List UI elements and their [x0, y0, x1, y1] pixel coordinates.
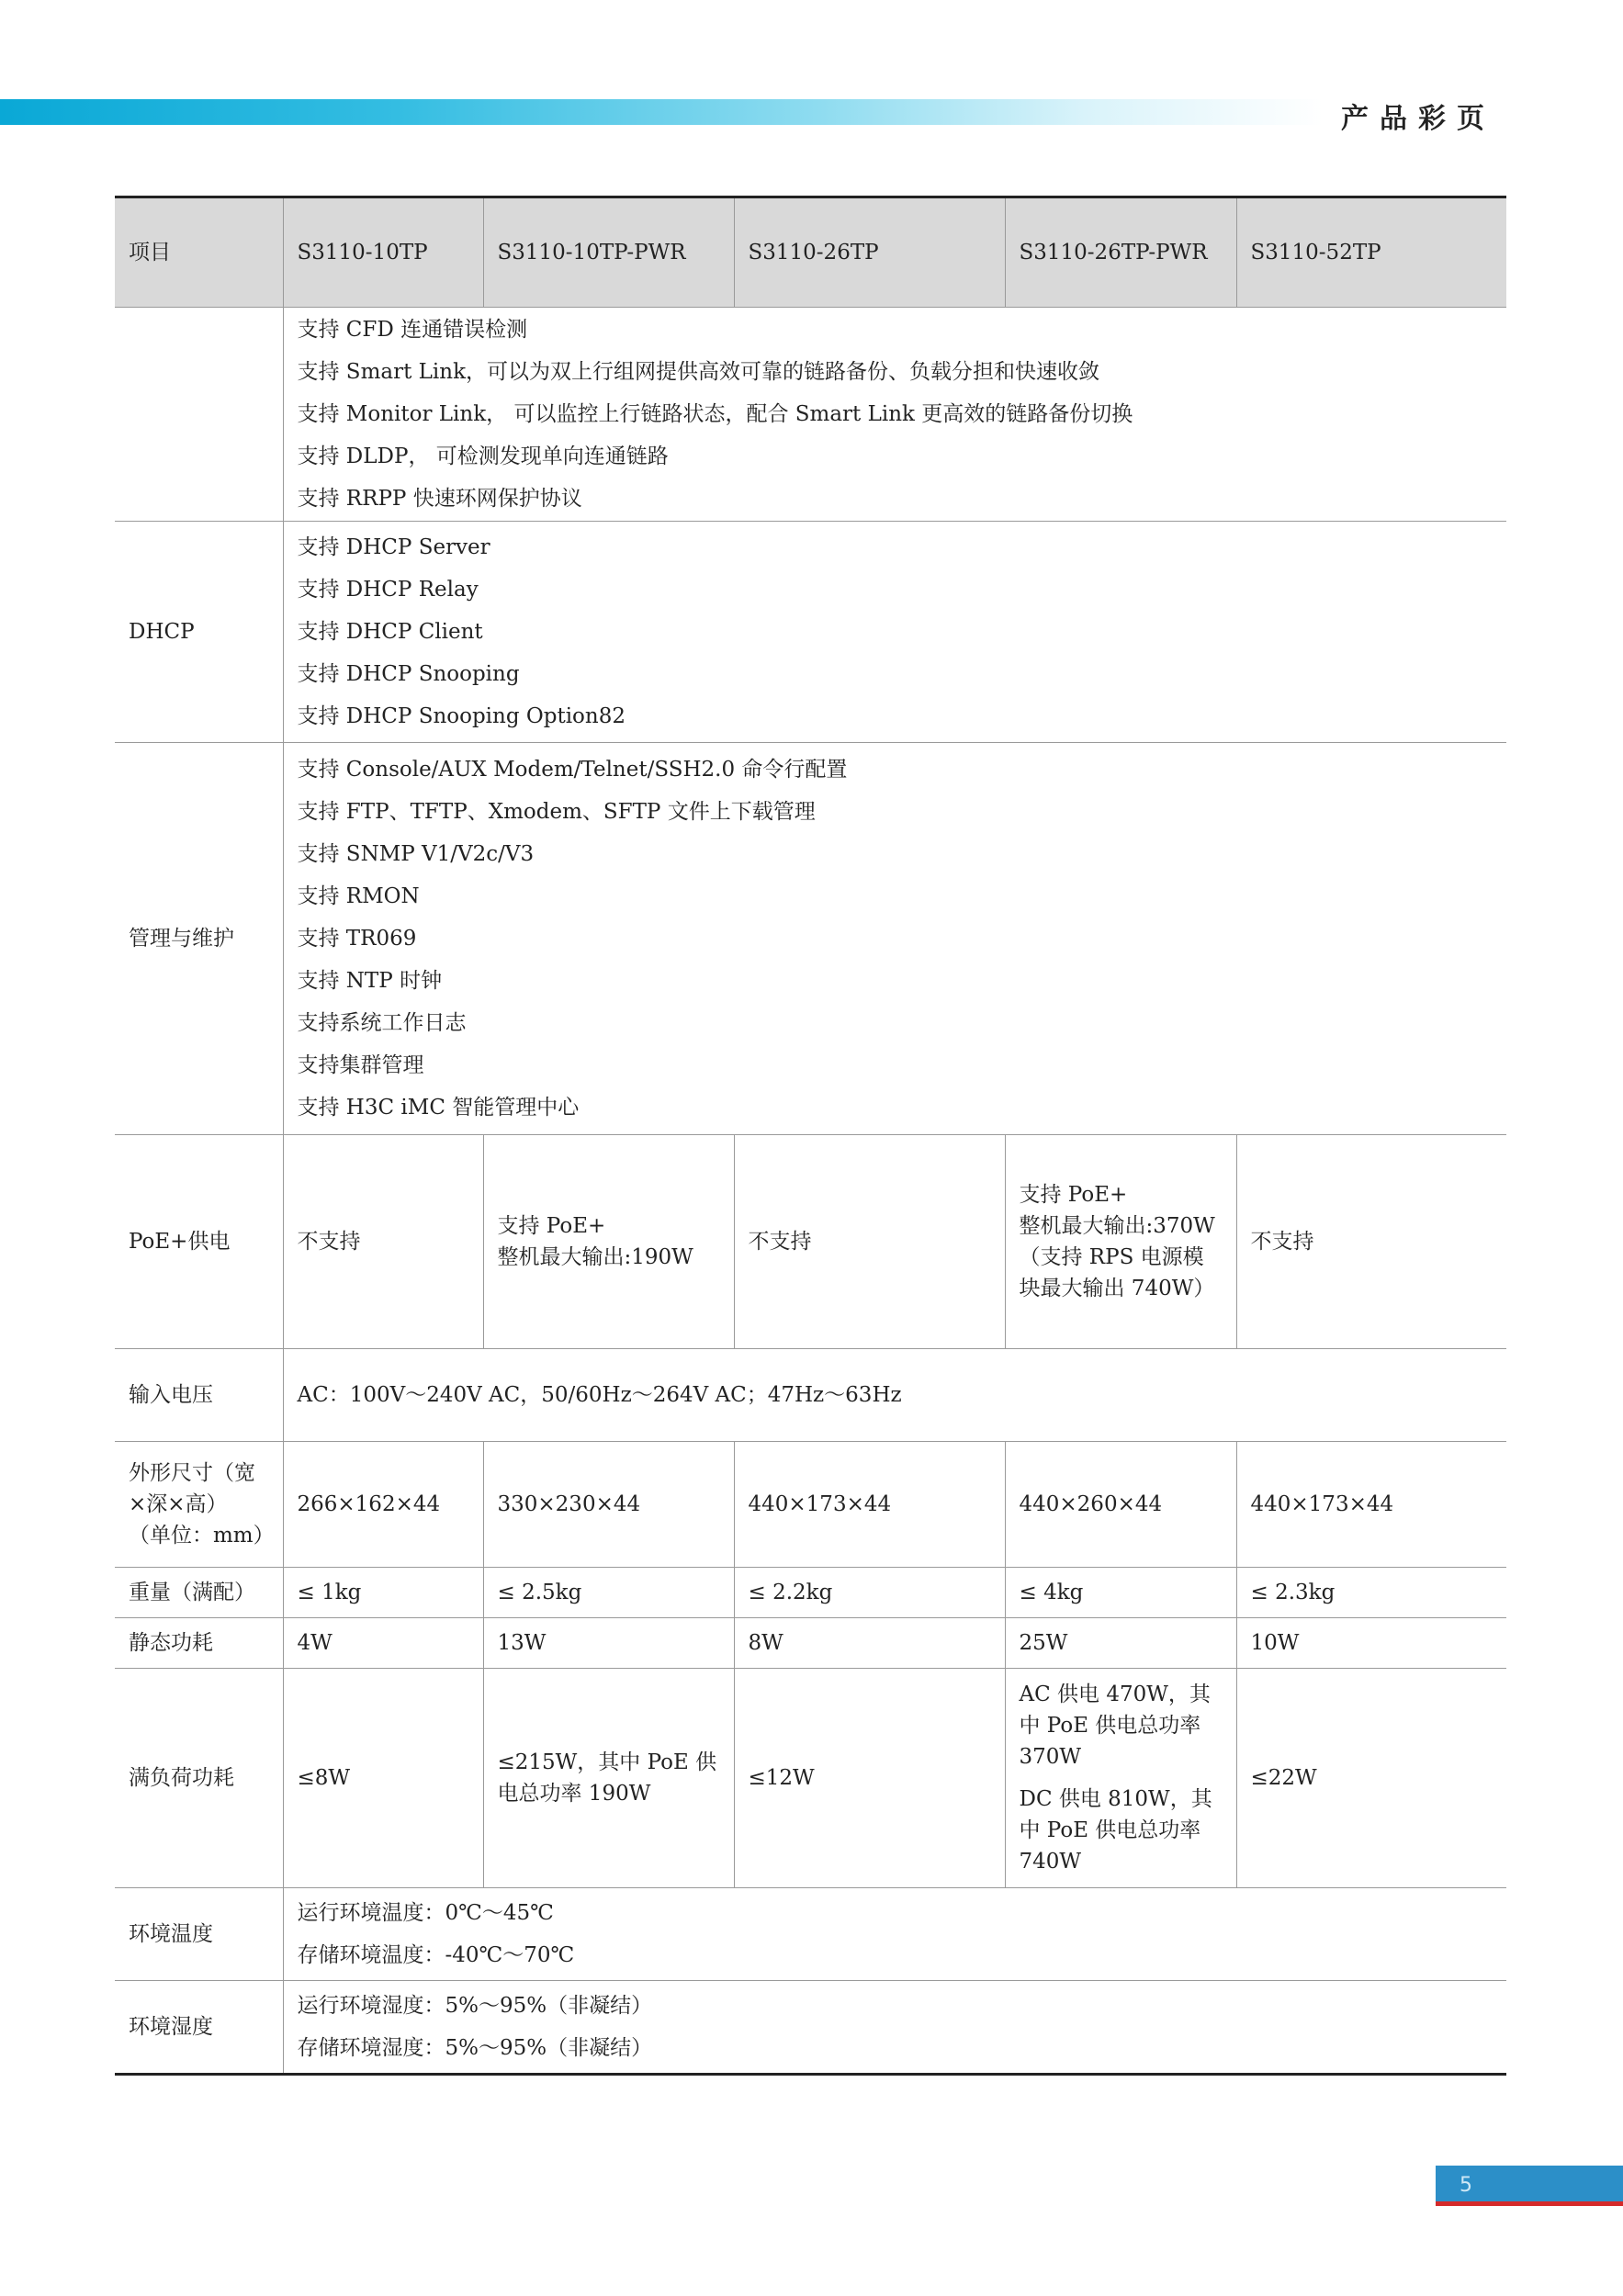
ac-power-line: AC 供电 470W，其中 PoE 供电总功率 370W	[1019, 1683, 1211, 1769]
feature-line: 支持 Smart Link，可以为双上行组网提供高效可靠的链路备份、负载分担和快速收敛	[297, 360, 1100, 384]
table-row-link-features	[115, 308, 1506, 522]
weight-cell: ≤ 1kg	[283, 1568, 483, 1618]
feature-line: 支持 Console/AUX Modem/Telnet/SSH2.0 命令行配置	[297, 758, 848, 782]
row-label-management: 管理与维护	[115, 743, 283, 1135]
dimensions-cell: 440×173×44	[734, 1442, 1005, 1568]
feature-line: 支持集群管理	[297, 1053, 424, 1077]
static-power-cell: 13W	[483, 1618, 734, 1669]
table-row-input-voltage	[115, 1349, 1506, 1442]
dc-power-line: DC 供电 810W，其中 PoE 供电总功率 740W	[1019, 1787, 1212, 1874]
link-features-cell	[283, 308, 1506, 522]
column-header-model: S3110-26TP-PWR	[1005, 197, 1236, 308]
table-row-dhcp	[115, 522, 1506, 743]
dimensions-cell: 330×230×44	[483, 1442, 734, 1568]
table-row-poe	[115, 1135, 1506, 1349]
weight-cell: ≤ 4kg	[1005, 1568, 1236, 1618]
feature-line: 支持 DHCP Relay	[297, 578, 479, 602]
feature-line: 支持 CFD 连通错误检测	[297, 318, 528, 342]
header-gradient-band	[0, 99, 1323, 125]
column-header-model: S3110-10TP	[283, 197, 483, 308]
feature-line: 支持 DHCP Server	[297, 535, 490, 559]
column-header-item: 项目	[115, 197, 283, 308]
full-load-power-cell: ≤12W	[734, 1669, 1005, 1888]
feature-line: 支持系统工作日志	[297, 1011, 467, 1035]
feature-line: 支持 H3C iMC 智能管理中心	[297, 1096, 580, 1120]
paragraph-gap	[1020, 1773, 1223, 1784]
row-label-poe: PoE+供电	[115, 1135, 283, 1349]
column-header-model: S3110-26TP	[734, 197, 1005, 308]
feature-line: 支持 Monitor Link， 可以监控上行链路状态，配合 Smart Link 更高效的链路备份切换	[297, 402, 1133, 426]
weight-cell: ≤ 2.2kg	[734, 1568, 1005, 1618]
poe-cell: 不支持	[734, 1135, 1005, 1349]
table-row-dimensions	[115, 1442, 1506, 1568]
feature-line: 支持 SNMP V1/V2c/V3	[297, 842, 535, 866]
poe-max-output-line: 整机最大输出:190W	[497, 1245, 693, 1269]
full-load-power-cell: ≤22W	[1236, 1669, 1506, 1888]
table-row-full-load-power	[115, 1669, 1506, 1888]
humidity-cell	[283, 1981, 1506, 2075]
full-load-power-cell: ≤8W	[283, 1669, 483, 1888]
temperature-line: 存储环境温度：-40℃～70℃	[297, 1943, 575, 1967]
poe-cell	[1005, 1135, 1236, 1349]
feature-line: 支持 NTP 时钟	[297, 969, 443, 993]
table-row-temperature	[115, 1888, 1506, 1981]
table-row-weight	[115, 1568, 1506, 1618]
header-title: 产品彩页	[1341, 103, 1495, 135]
full-load-power-cell	[1005, 1669, 1236, 1888]
page-number: 5	[1436, 2166, 1623, 2206]
dimensions-cell: 440×173×44	[1236, 1442, 1506, 1568]
dimensions-cell: 266×162×44	[283, 1442, 483, 1568]
dhcp-cell	[283, 522, 1506, 743]
table-row-static-power	[115, 1618, 1506, 1669]
poe-support-line: 支持 PoE+	[1019, 1183, 1128, 1207]
row-label-temperature: 环境温度	[115, 1888, 283, 1981]
feature-line: 支持 DHCP Snooping Option82	[297, 704, 626, 728]
row-label-input-voltage: 输入电压	[115, 1349, 283, 1442]
weight-cell: ≤ 2.3kg	[1236, 1568, 1506, 1618]
humidity-line: 存储环境湿度：5%～95%（非凝结）	[297, 2036, 653, 2060]
row-label-dhcp: DHCP	[115, 522, 283, 743]
feature-line: 支持 FTP、TFTP、Xmodem、SFTP 文件上下载管理	[297, 800, 816, 824]
feature-line: 支持 DLDP， 可检测发现单向连通链路	[297, 445, 669, 468]
temperature-line: 运行环境温度：0℃～45℃	[297, 1901, 554, 1925]
static-power-cell: 8W	[734, 1618, 1005, 1669]
weight-cell: ≤ 2.5kg	[483, 1568, 734, 1618]
static-power-cell: 10W	[1236, 1618, 1506, 1669]
row-label-full-load-power: 满负荷功耗	[115, 1669, 283, 1888]
feature-line: 支持 DHCP Client	[297, 620, 483, 644]
poe-cell	[483, 1135, 734, 1349]
table-row-management	[115, 743, 1506, 1135]
row-label-dimensions	[115, 1442, 283, 1568]
table-row-humidity	[115, 1981, 1506, 2075]
row-label-weight: 重量（满配）	[115, 1568, 283, 1618]
row-label-empty	[115, 308, 283, 522]
column-header-model: S3110-52TP	[1236, 197, 1506, 308]
spec-table	[115, 196, 1506, 2076]
feature-line: 支持 DHCP Snooping	[297, 662, 520, 686]
temperature-cell	[283, 1888, 1506, 1981]
humidity-line: 运行环境湿度：5%～95%（非凝结）	[297, 1994, 653, 2018]
full-load-power-cell: ≤215W，其中 PoE 供电总功率 190W	[483, 1669, 734, 1888]
dimensions-unit: （单位：mm）	[129, 1524, 275, 1548]
poe-cell: 不支持	[1236, 1135, 1506, 1349]
poe-max-output-line: 整机最大输出:370W（支持 RPS 电源模块最大输出 740W）	[1019, 1214, 1215, 1300]
poe-cell: 不支持	[283, 1135, 483, 1349]
feature-line: 支持 TR069	[297, 927, 417, 951]
static-power-cell: 4W	[283, 1618, 483, 1669]
column-header-model: S3110-10TP-PWR	[483, 197, 734, 308]
dimensions-cell: 440×260×44	[1005, 1442, 1236, 1568]
feature-line: 支持 RRPP 快速环网保护协议	[297, 487, 582, 511]
row-label-humidity: 环境湿度	[115, 1981, 283, 2075]
poe-support-line: 支持 PoE+	[497, 1214, 606, 1238]
input-voltage-cell: AC：100V～240V AC，50/60Hz～264V AC；47Hz～63Hz	[283, 1349, 1506, 1442]
dimensions-label: 外形尺寸（宽×深×高）	[129, 1461, 255, 1516]
row-label-static-power: 静态功耗	[115, 1618, 283, 1669]
table-header-row	[115, 197, 1506, 308]
static-power-cell: 25W	[1005, 1618, 1236, 1669]
management-cell	[283, 743, 1506, 1135]
feature-line: 支持 RMON	[297, 884, 420, 908]
